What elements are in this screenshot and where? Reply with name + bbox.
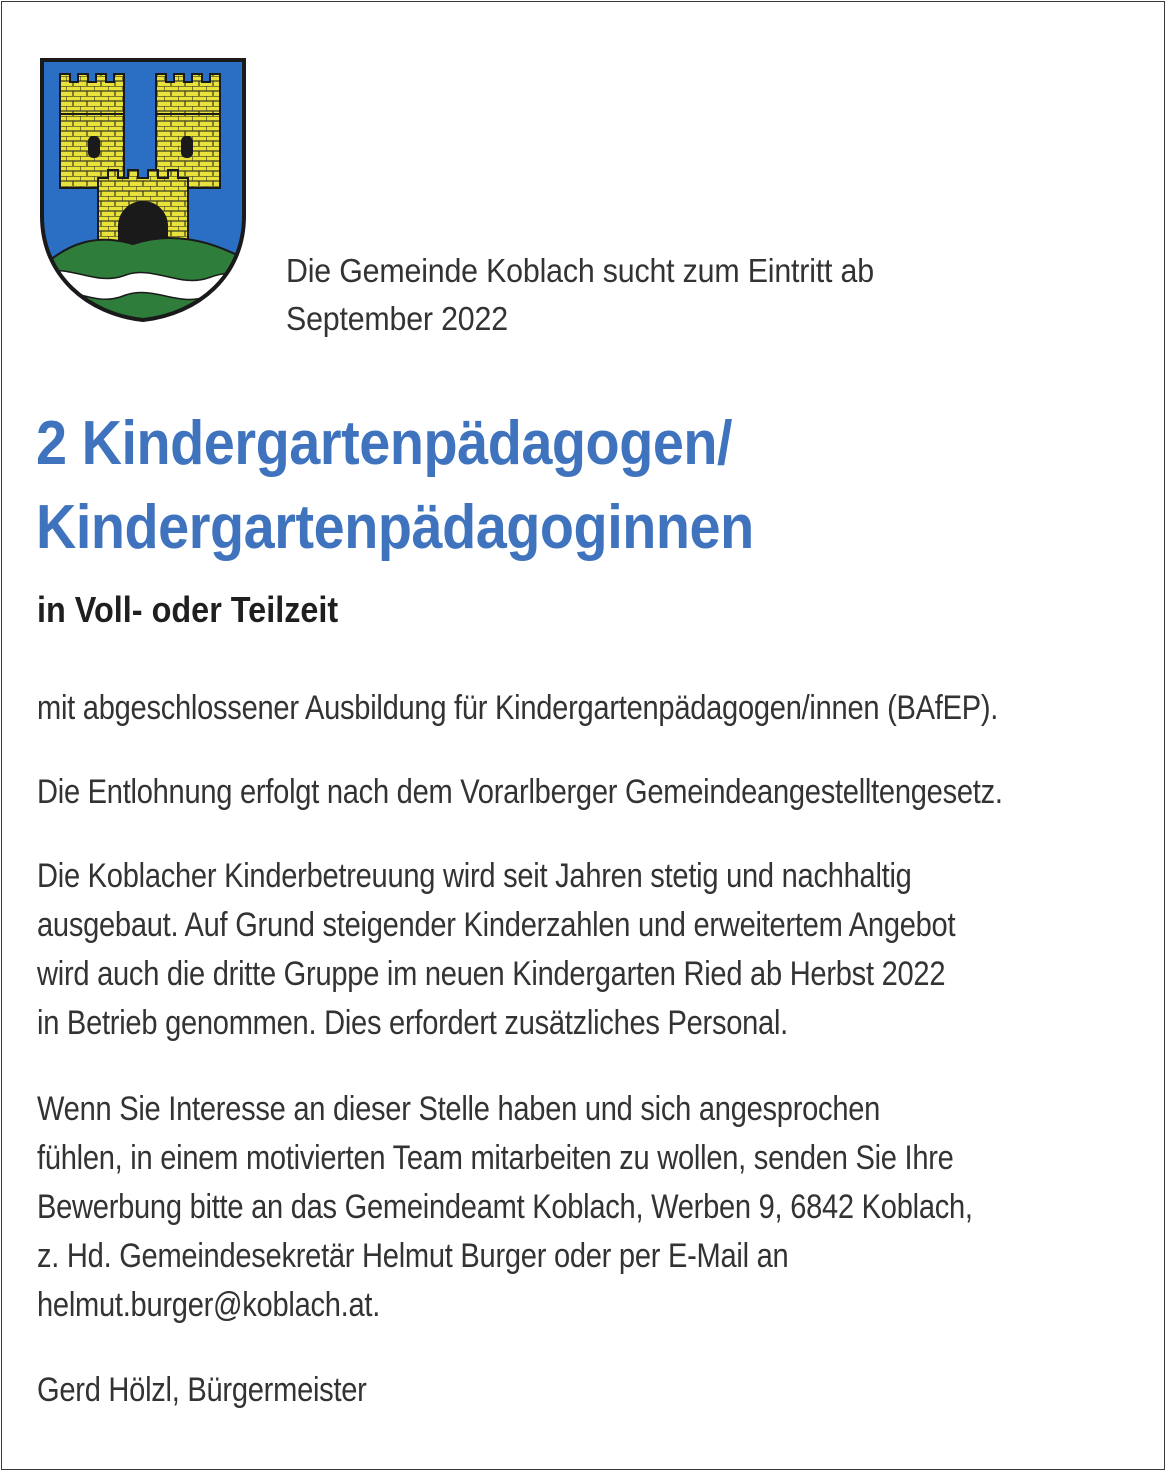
application-paragraph: [37, 1085, 1046, 1330]
email-address[interactable]: helmut.burger@koblach.at.: [37, 1286, 381, 1324]
job-title-line: Kindergartenpädagoginnen: [36, 493, 754, 562]
intro-line: Die Gemeinde Koblach sucht zum Eintritt ab: [286, 252, 874, 289]
background-paragraph: [37, 852, 1046, 1048]
job-title-line: 2 Kindergartenpädagogen/: [36, 409, 733, 478]
paragraph-line: fühlen, in einem motivierten Team mitarbeiten zu wollen, senden Sie Ihre: [37, 1139, 954, 1177]
employment-type: in Voll- oder Teilzeit: [37, 589, 339, 630]
salary-paragraph: [37, 768, 1046, 817]
intro-text: [286, 247, 985, 343]
paragraph-line: ausgebaut. Auf Grund steigender Kinderzahlen und erweitertem Angebot: [37, 906, 956, 944]
paragraph-line: wird auch die dritte Gruppe im neuen Kindergarten Ried ab Herbst 2022: [37, 955, 946, 993]
paragraph-line: Die Koblacher Kinderbetreuung wird seit Jahren stetig und nachhaltig: [37, 857, 912, 895]
coat-of-arms-logo: [38, 56, 248, 324]
job-title: [36, 402, 1026, 570]
signature: Gerd Hölzl, Bürgermeister: [37, 1371, 367, 1409]
paragraph-line: mit abgeschlossener Ausbildung für Kindergartenpädagogen/innen (BAfEP).: [37, 689, 999, 727]
paragraph-line: Die Entlohnung erfolgt nach dem Vorarlberger Gemeindeangestelltengesetz.: [37, 773, 1003, 811]
intro-line: September 2022: [286, 300, 508, 337]
paragraph-line: z. Hd. Gemeindesekretär Helmut Burger oder per E-Mail an: [37, 1237, 789, 1275]
paragraph-line: Wenn Sie Interesse an dieser Stelle haben und sich angesprochen: [37, 1090, 881, 1128]
qualification-paragraph: [37, 684, 1046, 733]
paragraph-line: Bewerbung bitte an das Gemeindeamt Koblach, Werben 9, 6842 Koblach,: [37, 1188, 973, 1226]
paragraph-line: in Betrieb genommen. Dies erfordert zusätzliches Personal.: [37, 1004, 788, 1042]
